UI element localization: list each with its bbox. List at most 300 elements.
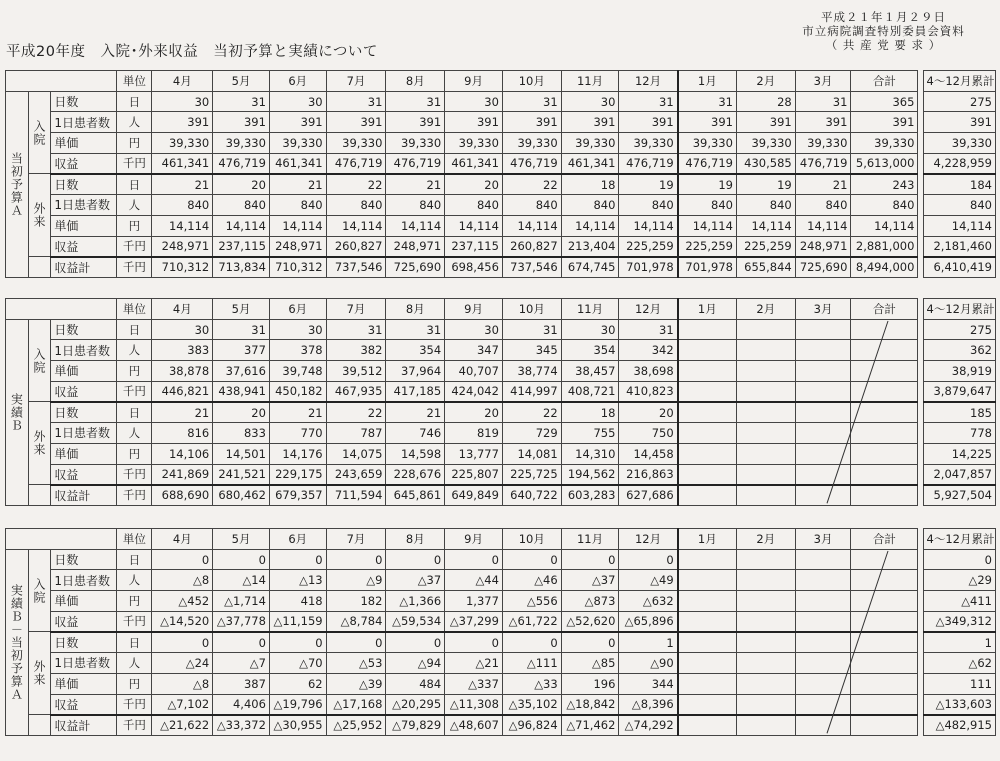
month-header: 7月 bbox=[326, 299, 386, 320]
value-cell: 30 bbox=[152, 91, 213, 112]
unit-cell: 千円 bbox=[117, 694, 152, 715]
row-label-days: 日数 bbox=[51, 632, 117, 653]
month-header: 12月 bbox=[619, 299, 678, 320]
value-cell: 840 bbox=[678, 195, 737, 216]
unit-cell: 千円 bbox=[117, 381, 152, 402]
unit-cell: 千円 bbox=[117, 464, 152, 485]
value-cell bbox=[678, 423, 737, 444]
cumulative-cell: 111 bbox=[923, 673, 995, 694]
value-cell bbox=[678, 340, 737, 361]
value-cell: 38,698 bbox=[619, 361, 678, 382]
value-cell: 39,748 bbox=[269, 361, 326, 382]
value-cell: △71,462 bbox=[561, 715, 619, 736]
value-cell: 840 bbox=[736, 195, 795, 216]
value-cell: 354 bbox=[386, 340, 445, 361]
header-info bbox=[776, 10, 991, 52]
value-cell bbox=[795, 485, 851, 506]
value-cell: 382 bbox=[326, 340, 386, 361]
month-header: 4月 bbox=[152, 299, 213, 320]
value-cell: △61,722 bbox=[502, 611, 561, 632]
value-cell: 30 bbox=[445, 91, 503, 112]
month-header: 4月 bbox=[152, 71, 213, 92]
category-label-gairai: 外来 bbox=[28, 402, 51, 485]
value-cell: 0 bbox=[619, 549, 678, 570]
value-cell: 37,616 bbox=[213, 361, 270, 382]
value-cell bbox=[678, 381, 737, 402]
value-cell bbox=[678, 402, 737, 423]
value-cell: 627,686 bbox=[619, 485, 678, 506]
value-cell: △53 bbox=[326, 653, 386, 674]
category-label-nyuin: 入院 bbox=[28, 91, 51, 174]
value-cell: 229,175 bbox=[269, 464, 326, 485]
value-cell: 710,312 bbox=[269, 257, 326, 278]
value-cell: 713,834 bbox=[213, 257, 270, 278]
month-header: 11月 bbox=[561, 299, 619, 320]
category-label-gairai: 外来 bbox=[28, 632, 51, 715]
value-cell: 770 bbox=[269, 423, 326, 444]
value-cell: 14,114 bbox=[678, 215, 737, 236]
value-cell: △37,778 bbox=[213, 611, 270, 632]
value-cell: 711,594 bbox=[326, 485, 386, 506]
total-cell bbox=[851, 611, 918, 632]
cumulative-cell: 185 bbox=[923, 402, 995, 423]
value-cell: 378 bbox=[269, 340, 326, 361]
row-label-revenue: 収益 bbox=[51, 464, 117, 485]
month-header: 1月 bbox=[678, 299, 737, 320]
value-cell: 18 bbox=[561, 174, 619, 195]
month-header: 11月 bbox=[561, 529, 619, 550]
value-cell: △17,168 bbox=[326, 694, 386, 715]
value-cell: 14,114 bbox=[619, 215, 678, 236]
value-cell: 14,114 bbox=[213, 215, 270, 236]
data-table bbox=[5, 528, 996, 736]
value-cell: △90 bbox=[619, 653, 678, 674]
block-actual bbox=[5, 298, 996, 506]
unit-header: 単位 bbox=[117, 71, 152, 92]
value-cell: 182 bbox=[326, 591, 386, 612]
value-cell bbox=[736, 549, 795, 570]
value-cell bbox=[795, 673, 851, 694]
data-table bbox=[5, 298, 996, 506]
value-cell: 37,964 bbox=[386, 361, 445, 382]
value-cell: 39,512 bbox=[326, 361, 386, 382]
value-cell bbox=[736, 673, 795, 694]
value-cell bbox=[736, 464, 795, 485]
total-cell bbox=[851, 340, 918, 361]
block-label: 実績Ｂ－当初予算Ａ bbox=[6, 549, 29, 735]
value-cell bbox=[678, 464, 737, 485]
row-label-revtotal: 収益計 bbox=[51, 485, 117, 506]
value-cell: 14,501 bbox=[213, 443, 270, 464]
value-cell: 21 bbox=[795, 174, 851, 195]
value-cell: △21,622 bbox=[152, 715, 213, 736]
cumulative-cell: 39,330 bbox=[923, 133, 995, 154]
month-header: 2月 bbox=[736, 299, 795, 320]
value-cell bbox=[736, 485, 795, 506]
row-label-revtotal: 収益計 bbox=[51, 715, 117, 736]
value-cell: 391 bbox=[152, 112, 213, 133]
cumulative-cell: 38,919 bbox=[923, 361, 995, 382]
value-cell: 14,176 bbox=[269, 443, 326, 464]
value-cell: △11,159 bbox=[269, 611, 326, 632]
value-cell bbox=[736, 402, 795, 423]
total-cell: 2,881,000 bbox=[851, 236, 918, 257]
cumulative-cell: 2,047,857 bbox=[923, 464, 995, 485]
month-header: 4月 bbox=[152, 529, 213, 550]
value-cell: 0 bbox=[561, 632, 619, 653]
value-cell: 31 bbox=[386, 91, 445, 112]
total-cell bbox=[851, 694, 918, 715]
value-cell: 391 bbox=[213, 112, 270, 133]
value-cell bbox=[678, 570, 737, 591]
value-cell: 345 bbox=[502, 340, 561, 361]
value-cell: 750 bbox=[619, 423, 678, 444]
block-label: 実績Ｂ bbox=[6, 319, 29, 505]
month-header: 10月 bbox=[502, 71, 561, 92]
value-cell: 14,458 bbox=[619, 443, 678, 464]
month-header: 7月 bbox=[326, 529, 386, 550]
total-header: 合計 bbox=[851, 529, 918, 550]
total-cell bbox=[851, 715, 918, 736]
value-cell: 14,114 bbox=[795, 215, 851, 236]
value-cell bbox=[736, 570, 795, 591]
value-cell: 39,330 bbox=[678, 133, 737, 154]
value-cell: 484 bbox=[386, 673, 445, 694]
value-cell: 31 bbox=[213, 319, 270, 340]
value-cell: 674,745 bbox=[561, 257, 619, 278]
cumulative-cell: △349,312 bbox=[923, 611, 995, 632]
value-cell: 20 bbox=[213, 402, 270, 423]
value-cell: △85 bbox=[561, 653, 619, 674]
value-cell: 225,807 bbox=[445, 464, 503, 485]
value-cell: 645,861 bbox=[386, 485, 445, 506]
unit-cell: 人 bbox=[117, 112, 152, 133]
value-cell: 476,719 bbox=[326, 153, 386, 174]
value-cell: △452 bbox=[152, 591, 213, 612]
value-cell: 0 bbox=[561, 549, 619, 570]
unit-cell: 日 bbox=[117, 549, 152, 570]
month-header: 11月 bbox=[561, 71, 619, 92]
value-cell: 347 bbox=[445, 340, 503, 361]
value-cell: △25,952 bbox=[326, 715, 386, 736]
value-cell: 22 bbox=[326, 402, 386, 423]
block-difference bbox=[5, 528, 996, 736]
value-cell: 0 bbox=[445, 632, 503, 653]
total-cell: 14,114 bbox=[851, 215, 918, 236]
month-header: 6月 bbox=[269, 529, 326, 550]
value-cell: △39 bbox=[326, 673, 386, 694]
value-cell: 467,935 bbox=[326, 381, 386, 402]
value-cell: 840 bbox=[619, 195, 678, 216]
unit-cell: 円 bbox=[117, 673, 152, 694]
total-cell bbox=[851, 485, 918, 506]
value-cell bbox=[678, 443, 737, 464]
value-cell bbox=[678, 549, 737, 570]
value-cell: 260,827 bbox=[502, 236, 561, 257]
row-label-patients: 1日患者数 bbox=[51, 340, 117, 361]
cumulative-header: 4～12月累計 bbox=[923, 529, 995, 550]
total-cell: 840 bbox=[851, 195, 918, 216]
value-cell: △37 bbox=[561, 570, 619, 591]
value-cell: 30 bbox=[561, 91, 619, 112]
month-header: 3月 bbox=[795, 529, 851, 550]
value-cell: 688,690 bbox=[152, 485, 213, 506]
value-cell: 31 bbox=[213, 91, 270, 112]
value-cell: 0 bbox=[152, 549, 213, 570]
value-cell: 354 bbox=[561, 340, 619, 361]
value-cell: 21 bbox=[386, 402, 445, 423]
value-cell: △8,396 bbox=[619, 694, 678, 715]
value-cell: 383 bbox=[152, 340, 213, 361]
month-header: 1月 bbox=[678, 529, 737, 550]
value-cell bbox=[736, 381, 795, 402]
total-header: 合計 bbox=[851, 299, 918, 320]
unit-cell: 千円 bbox=[117, 236, 152, 257]
month-header: 1月 bbox=[678, 71, 737, 92]
row-label-revenue: 収益 bbox=[51, 236, 117, 257]
value-cell: △13 bbox=[269, 570, 326, 591]
value-cell: 237,115 bbox=[445, 236, 503, 257]
value-cell: △7 bbox=[213, 653, 270, 674]
value-cell: 729 bbox=[502, 423, 561, 444]
value-cell: 39,330 bbox=[269, 133, 326, 154]
value-cell: 377 bbox=[213, 340, 270, 361]
value-cell bbox=[736, 653, 795, 674]
cumulative-cell: 275 bbox=[923, 91, 995, 112]
value-cell bbox=[795, 715, 851, 736]
value-cell bbox=[795, 653, 851, 674]
value-cell: 387 bbox=[213, 673, 270, 694]
value-cell: 20 bbox=[445, 174, 503, 195]
value-cell bbox=[795, 694, 851, 715]
value-cell: △70 bbox=[269, 653, 326, 674]
value-cell: △94 bbox=[386, 653, 445, 674]
value-cell: 14,310 bbox=[561, 443, 619, 464]
row-label-patients: 1日患者数 bbox=[51, 112, 117, 133]
doc-org: 市立病院調査特別委員会資料 bbox=[802, 24, 965, 38]
value-cell bbox=[795, 632, 851, 653]
value-cell: △19,796 bbox=[269, 694, 326, 715]
value-cell: 39,330 bbox=[326, 133, 386, 154]
document-title: 平成20年度 入院･外来収益 当初予算と実績について bbox=[6, 44, 378, 60]
total-cell bbox=[851, 443, 918, 464]
total-cell bbox=[851, 673, 918, 694]
value-cell bbox=[795, 340, 851, 361]
value-cell: 40,707 bbox=[445, 361, 503, 382]
value-cell bbox=[678, 715, 737, 736]
value-cell: 196 bbox=[561, 673, 619, 694]
value-cell: 21 bbox=[269, 174, 326, 195]
category-label-gairai: 外来 bbox=[28, 174, 51, 257]
month-header: 5月 bbox=[213, 71, 270, 92]
total-cell bbox=[851, 423, 918, 444]
value-cell: 840 bbox=[445, 195, 503, 216]
unit-cell: 人 bbox=[117, 653, 152, 674]
total-header: 合計 bbox=[851, 71, 918, 92]
unit-cell: 日 bbox=[117, 402, 152, 423]
value-cell: 649,849 bbox=[445, 485, 503, 506]
value-cell: 28 bbox=[736, 91, 795, 112]
value-cell: 840 bbox=[213, 195, 270, 216]
cumulative-cell: 14,225 bbox=[923, 443, 995, 464]
value-cell: △20,295 bbox=[386, 694, 445, 715]
cumulative-cell: 391 bbox=[923, 112, 995, 133]
value-cell: 725,690 bbox=[795, 257, 851, 278]
value-cell: △74,292 bbox=[619, 715, 678, 736]
value-cell bbox=[736, 361, 795, 382]
value-cell: 725,690 bbox=[386, 257, 445, 278]
value-cell: 680,462 bbox=[213, 485, 270, 506]
value-cell: 746 bbox=[386, 423, 445, 444]
value-cell: 410,823 bbox=[619, 381, 678, 402]
value-cell: △18,842 bbox=[561, 694, 619, 715]
value-cell: 39,330 bbox=[795, 133, 851, 154]
value-cell: 840 bbox=[502, 195, 561, 216]
row-label-patients: 1日患者数 bbox=[51, 423, 117, 444]
month-header: 8月 bbox=[386, 299, 445, 320]
value-cell bbox=[736, 632, 795, 653]
row-label-revenue: 収益 bbox=[51, 153, 117, 174]
value-cell: △21 bbox=[445, 653, 503, 674]
value-cell: 225,725 bbox=[502, 464, 561, 485]
unit-cell: 円 bbox=[117, 133, 152, 154]
value-cell: 755 bbox=[561, 423, 619, 444]
value-cell bbox=[678, 611, 737, 632]
value-cell: 446,821 bbox=[152, 381, 213, 402]
value-cell: 225,259 bbox=[678, 236, 737, 257]
value-cell: 228,676 bbox=[386, 464, 445, 485]
value-cell: △79,829 bbox=[386, 715, 445, 736]
value-cell: 248,971 bbox=[269, 236, 326, 257]
value-cell: 14,114 bbox=[326, 215, 386, 236]
unit-cell: 千円 bbox=[117, 715, 152, 736]
value-cell: △46 bbox=[502, 570, 561, 591]
block-label: 当初予算Ａ bbox=[6, 91, 29, 277]
value-cell bbox=[736, 319, 795, 340]
value-cell: 1 bbox=[619, 632, 678, 653]
row-label-price: 単価 bbox=[51, 591, 117, 612]
value-cell bbox=[795, 591, 851, 612]
value-cell bbox=[795, 443, 851, 464]
unit-cell: 日 bbox=[117, 174, 152, 195]
total-cell: 5,613,000 bbox=[851, 153, 918, 174]
value-cell: 21 bbox=[269, 402, 326, 423]
value-cell: 476,719 bbox=[678, 153, 737, 174]
total-cell bbox=[851, 319, 918, 340]
value-cell: 391 bbox=[269, 112, 326, 133]
value-cell: △24 bbox=[152, 653, 213, 674]
value-cell: △33 bbox=[502, 673, 561, 694]
value-cell: 241,869 bbox=[152, 464, 213, 485]
value-cell: 14,106 bbox=[152, 443, 213, 464]
doc-date: 平成２１年１月２９日 bbox=[821, 10, 946, 24]
value-cell bbox=[678, 319, 737, 340]
value-cell: 840 bbox=[152, 195, 213, 216]
value-cell: 31 bbox=[619, 319, 678, 340]
value-cell: △59,534 bbox=[386, 611, 445, 632]
value-cell: 38,878 bbox=[152, 361, 213, 382]
value-cell: 0 bbox=[269, 549, 326, 570]
value-cell: 391 bbox=[561, 112, 619, 133]
value-cell: 833 bbox=[213, 423, 270, 444]
value-cell: 39,330 bbox=[619, 133, 678, 154]
value-cell: 39,330 bbox=[561, 133, 619, 154]
unit-cell: 千円 bbox=[117, 611, 152, 632]
value-cell: 31 bbox=[619, 91, 678, 112]
block-budget bbox=[5, 70, 996, 278]
value-cell bbox=[678, 694, 737, 715]
unit-cell: 人 bbox=[117, 570, 152, 591]
value-cell: 476,719 bbox=[795, 153, 851, 174]
cumulative-cell: 2,181,460 bbox=[923, 236, 995, 257]
total-cell bbox=[851, 653, 918, 674]
total-cell bbox=[851, 591, 918, 612]
cumulative-cell: △482,915 bbox=[923, 715, 995, 736]
value-cell: 710,312 bbox=[152, 257, 213, 278]
cumulative-cell: 4,228,959 bbox=[923, 153, 995, 174]
month-header: 5月 bbox=[213, 529, 270, 550]
value-cell: 243,659 bbox=[326, 464, 386, 485]
value-cell: △30,955 bbox=[269, 715, 326, 736]
value-cell: 430,585 bbox=[736, 153, 795, 174]
value-cell: 14,114 bbox=[386, 215, 445, 236]
value-cell: 62 bbox=[269, 673, 326, 694]
value-cell: 14,075 bbox=[326, 443, 386, 464]
unit-cell: 千円 bbox=[117, 485, 152, 506]
value-cell: 342 bbox=[619, 340, 678, 361]
cumulative-cell: 1 bbox=[923, 632, 995, 653]
value-cell: △111 bbox=[502, 653, 561, 674]
value-cell: 31 bbox=[795, 91, 851, 112]
value-cell: 476,719 bbox=[619, 153, 678, 174]
value-cell: △8 bbox=[152, 570, 213, 591]
value-cell: 418 bbox=[269, 591, 326, 612]
value-cell: 0 bbox=[386, 632, 445, 653]
total-cell bbox=[851, 464, 918, 485]
unit-cell: 日 bbox=[117, 319, 152, 340]
value-cell bbox=[678, 673, 737, 694]
month-header: 10月 bbox=[502, 299, 561, 320]
value-cell: 248,971 bbox=[795, 236, 851, 257]
month-header: 9月 bbox=[445, 71, 503, 92]
value-cell: 21 bbox=[152, 174, 213, 195]
total-cell: 8,494,000 bbox=[851, 257, 918, 278]
value-cell: 216,863 bbox=[619, 464, 678, 485]
value-cell: △1,366 bbox=[386, 591, 445, 612]
total-cell bbox=[851, 549, 918, 570]
value-cell: 391 bbox=[678, 112, 737, 133]
unit-cell: 千円 bbox=[117, 153, 152, 174]
doc-request: （ 共 産 党 要 求 ） bbox=[825, 38, 942, 52]
value-cell bbox=[678, 591, 737, 612]
value-cell bbox=[736, 591, 795, 612]
value-cell bbox=[736, 611, 795, 632]
value-cell: 840 bbox=[326, 195, 386, 216]
value-cell: △52,620 bbox=[561, 611, 619, 632]
value-cell: △33,372 bbox=[213, 715, 270, 736]
row-label-patients: 1日患者数 bbox=[51, 653, 117, 674]
value-cell: △632 bbox=[619, 591, 678, 612]
cumulative-cell: 5,927,504 bbox=[923, 485, 995, 506]
value-cell bbox=[795, 381, 851, 402]
month-header: 6月 bbox=[269, 299, 326, 320]
value-cell: 14,114 bbox=[445, 215, 503, 236]
value-cell bbox=[736, 694, 795, 715]
value-cell: 30 bbox=[561, 319, 619, 340]
value-cell bbox=[795, 361, 851, 382]
value-cell: 816 bbox=[152, 423, 213, 444]
month-header: 12月 bbox=[619, 71, 678, 92]
